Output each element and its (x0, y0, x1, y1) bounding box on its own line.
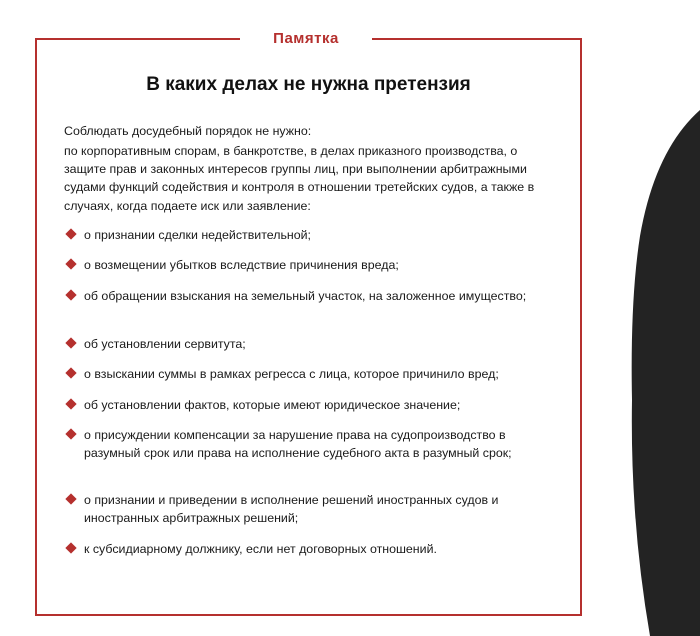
list-item-text: об установлении сервитута; (84, 337, 246, 351)
dark-background-shape (610, 0, 700, 636)
list-item (64, 226, 554, 244)
list-item (64, 396, 554, 414)
list-item-text: о признании и приведении в исполнение решений иностранных судов и иностранных арбитражных решений; (84, 493, 499, 526)
list-item-text: об обращении взыскания на земельный участок, на заложенное имущество; (84, 289, 527, 303)
list-item-text: о присуждении компенсации за нарушение права на судопроизводство в разумный срок или права на исполнение судебного акта в разумный срок; (84, 428, 512, 461)
list-item-text: о возмещении убытков вследствие причинения вреда; (84, 258, 399, 272)
list-item (64, 540, 554, 558)
list-item (64, 491, 554, 527)
memo-description: по корпоративным спорам, в банкротстве, в делах приказного производства, о защите прав и законных интересов группы лиц, при выполнении арбитражными судами функций содействия и контроля в отношении третейских судов, а также в случаях, когда подаете иск или заявление: (64, 144, 535, 213)
memo-title: В каких делах не нужна претензия (146, 74, 471, 95)
diamond-bullet-icon (65, 258, 76, 269)
diamond-bullet-icon (65, 337, 76, 348)
list-item (64, 426, 554, 462)
diamond-bullet-icon (65, 367, 76, 378)
list-item (64, 365, 554, 383)
memo-tag: Памятка (240, 28, 372, 50)
memo-intro: Соблюдать досудебный порядок не нужно: (64, 124, 312, 138)
diamond-bullet-icon (65, 542, 76, 553)
diamond-bullet-icon (65, 228, 76, 239)
list-item (64, 256, 554, 274)
list-item-text: о признании сделки недействительной; (84, 228, 311, 242)
diamond-bullet-icon (65, 398, 76, 409)
diamond-bullet-icon (65, 289, 76, 300)
diamond-bullet-icon (65, 493, 76, 504)
list-item-text: о взыскании суммы в рамках регресса с лица, которое причинило вред; (84, 367, 499, 381)
list-item-text: к субсидиарному должнику, если нет договорных отношений. (84, 542, 437, 556)
diamond-bullet-icon (65, 428, 76, 439)
list-item (64, 287, 554, 305)
list-item (64, 335, 554, 353)
list-item-text: об установлении фактов, которые имеют юридическое значение; (84, 398, 461, 412)
